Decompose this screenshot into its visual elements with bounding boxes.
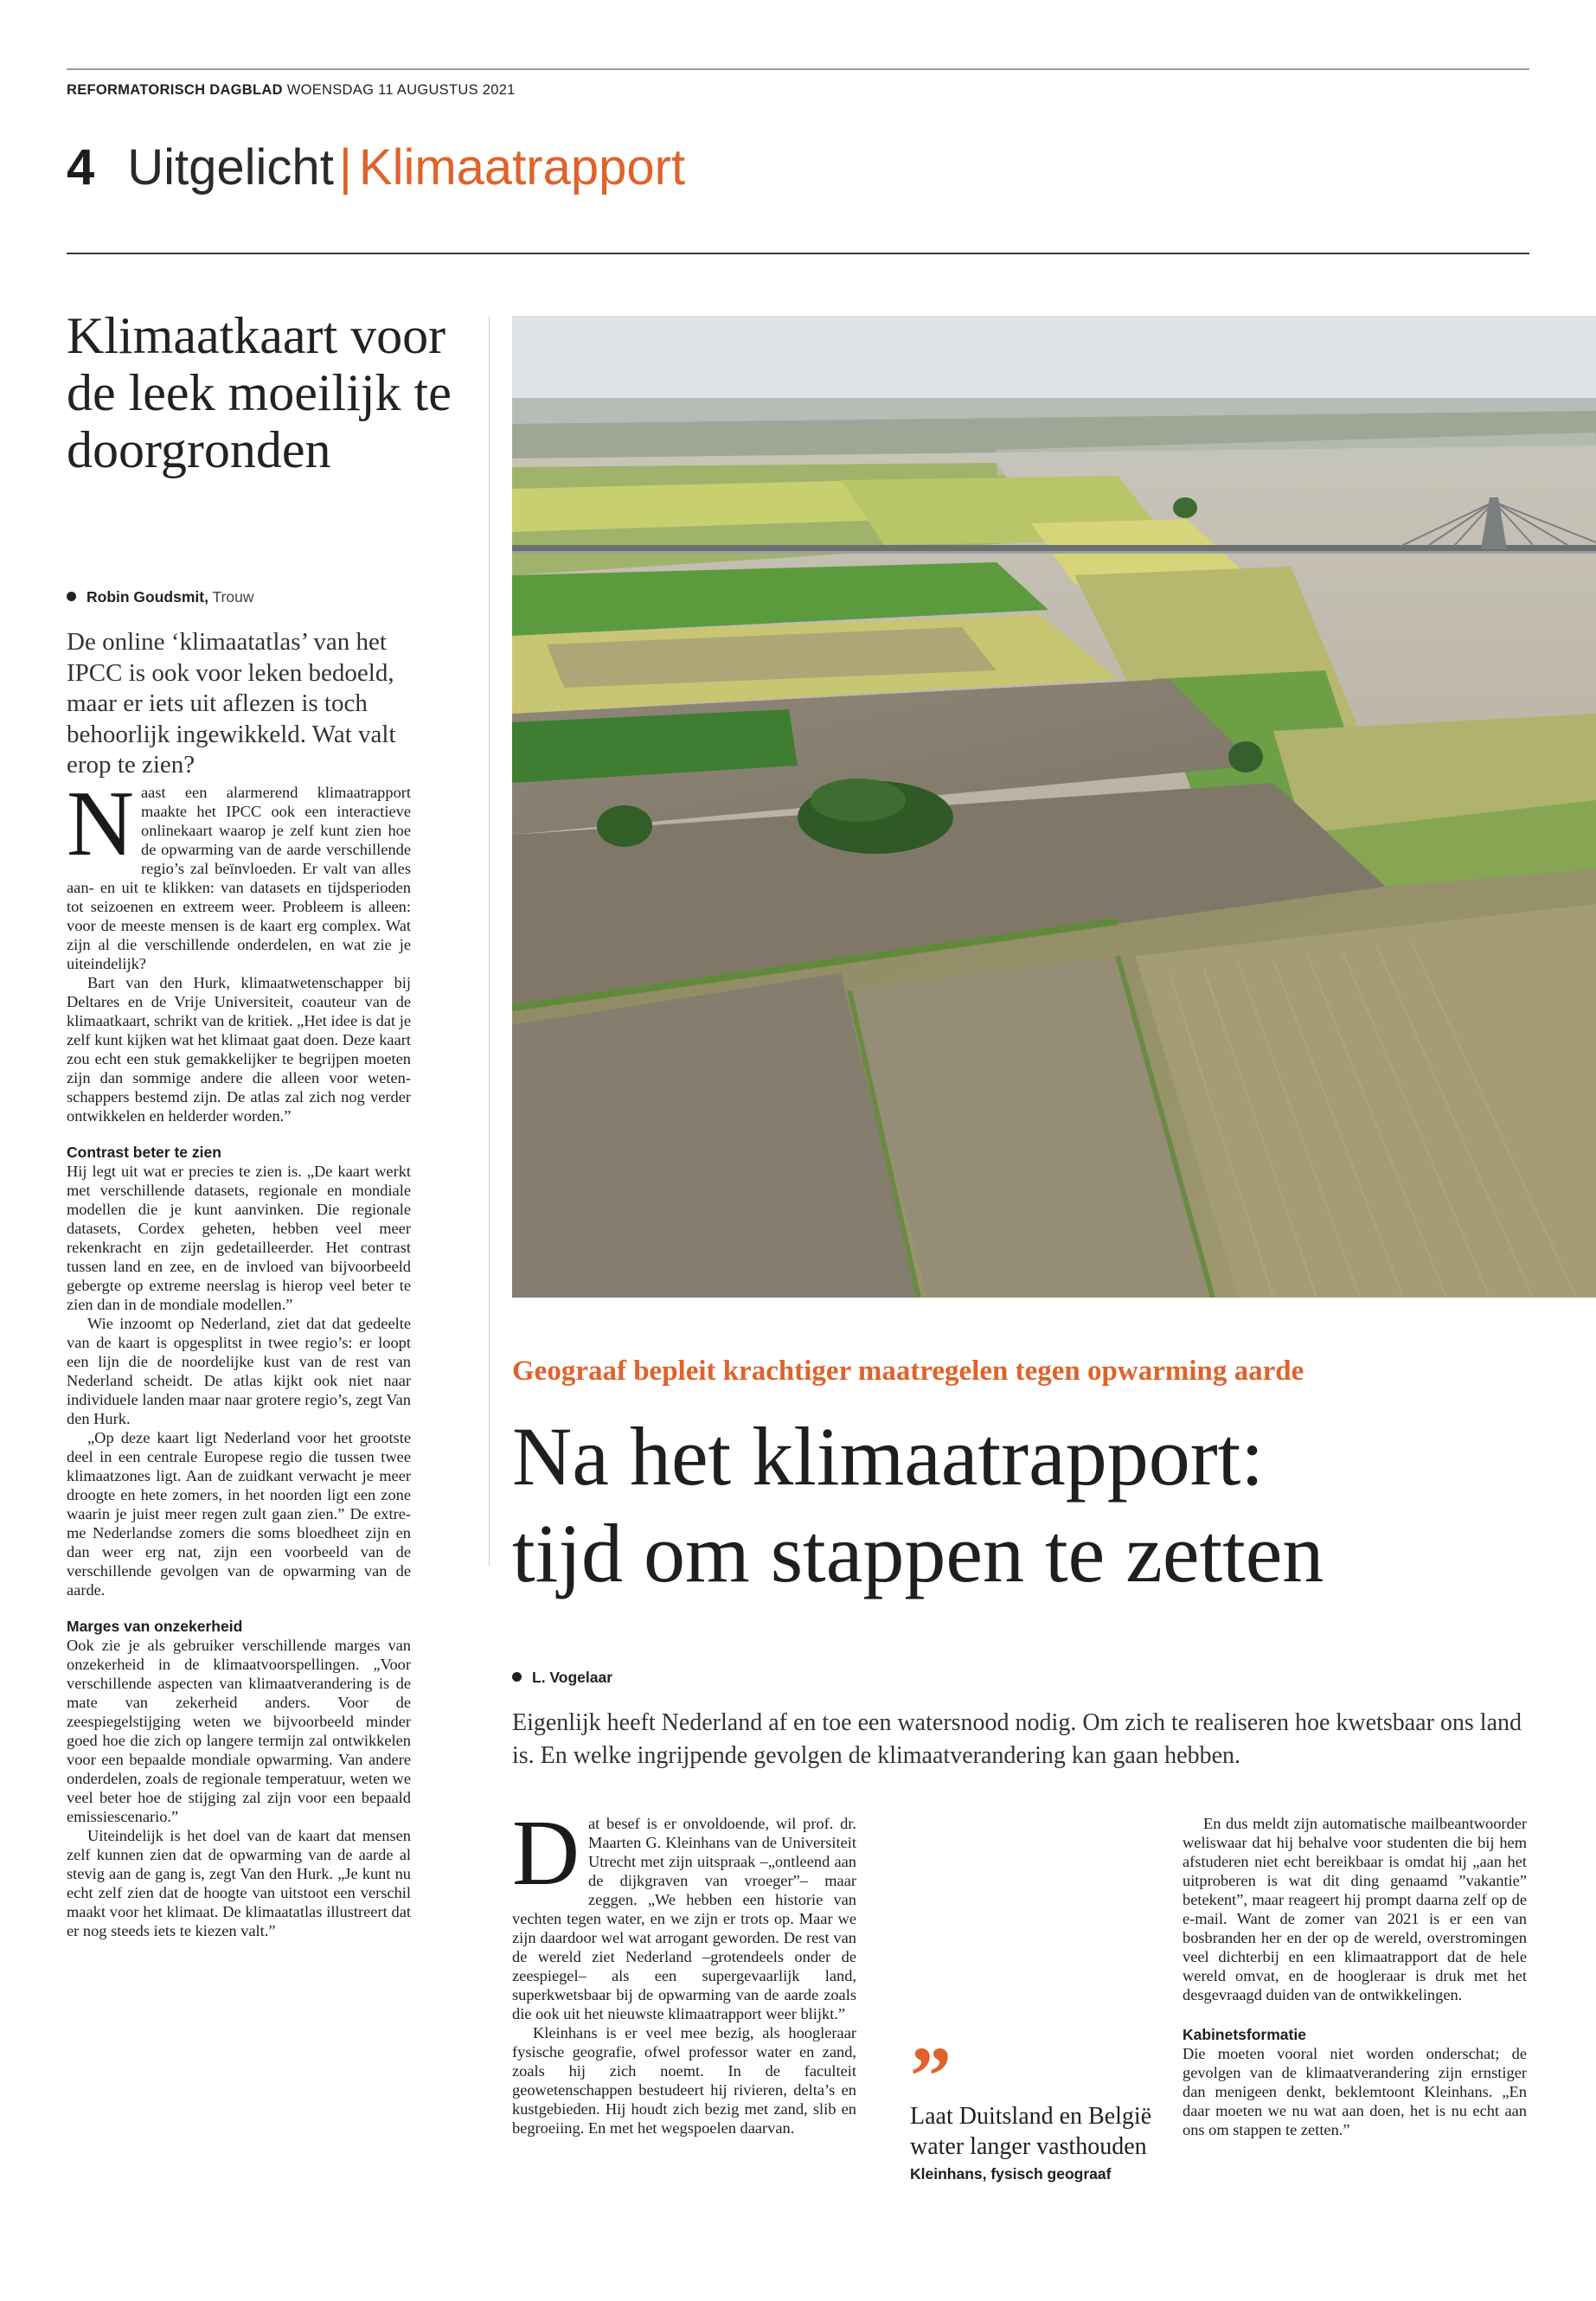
main-headline	[512, 1408, 1593, 1602]
left-subhead-marges: Marges van onzekerheid	[67, 1618, 243, 1635]
flood-photo	[512, 316, 1596, 1298]
left-paragraph-7: Uiteindelijk is het doel van de kaart dat mensen zelf kunnen zien dat de opwarming van de aarde al stevig aan de gang is, zegt Van den Hurk. „Je kunt nu echt zelf zien dat de hoogte van uitstoot een verschil maakt voor het klimaat. De klimaatatlas illustreert dat er nog steeds iets te kiezen valt.”	[67, 1827, 411, 1939]
left-paragraph-5: „Op deze kaart ligt Nederland voor het grootste deel in een centrale Europese regio die tussen twee klimaatzones ligt. Aan de zuidkant verwacht je meer droogte en hete zomers, in het noorden ligt een zone waarin je juist meer regen zult gaan zien.” De extreme Nederlandse zomers die soms bloedheet zijn en dan weer erg nat, zijn een voorbeeld van de verschillende gevolgen van de opwarming van de aarde.	[67, 1429, 411, 1599]
main-subhead-kabinetsformatie: Kabinetsformatie	[1183, 2026, 1306, 2043]
top-rule	[67, 68, 1529, 70]
pull-quote-source: Kleinhans, fysisch geograaf	[910, 2165, 1112, 2182]
left-paragraph-6: Ook zie je als gebruiker verschillende marges van onzekerheid in de klimaatvoorspellingen. „Voor verschillende aspecten van klimaatverandering is de mate van zekerheid anders. Voor de zeespiegelstijging weten we bijvoorbeeld minder goed hoe die zich op langere termijn zal ontwikkelen voor een bepaalde mondiale opwarming. Van andere onderdelen, zoals de regionale temperatuur, weten we veel beter hoe de stijging zal zijn voor een bepaald emissiescenario.”	[67, 1637, 411, 1825]
main-paragraph-3: En dus meldt zijn automatische mailbeantwoorder weliswaar dat hij behalve voor studenten die bij hem afstuderen niet echt bereikbaar is omdat hij „aan het uitproberen is wat dit ding genaamd ”vakantie” betekent”, maar reageert hij prompt daarna zelf op de e-mail. Want de zomer van 2021 is er een van bosbranden her en der op de wereld, overstromingen veel dichterbij en een klimaatrapport dat de hele wereld omvat, en de hoogleraar is druk met het desgevraagd duiden van de ontwikkelingen.	[1183, 1815, 1527, 2003]
main-author: L. Vogelaar	[532, 1669, 613, 1686]
left-paragraph-1	[67, 772, 411, 973]
left-article-byline	[67, 588, 254, 606]
left-subhead-contrast: Contrast beter te zien	[67, 1144, 221, 1161]
main-byline	[512, 1669, 612, 1687]
left-paragraph-4: Wie inzoomt op Nederland, ziet dat dat gedeelte van de kaart is opgesplitst in twee regio’s: er loopt een lijn die de noordelijke kust van de rest van Nederland scheidt. De atlas kijkt ook niet naar individuele landen maar naar grotere regio’s, zegt Van den Hurk.	[67, 1315, 411, 1427]
main-paragraph-2: Kleinhans is er veel mee bezig, als hoogleraar fysische geografie, ofwel professor water en zand, zoals hij zich noemt. In de faculteit geowetenschappen bestudeert hij rivieren, delta’s en kustgebieden. Hij houdt zich bezig met zand, slib en begroeiing. En met het wegspoelen daarvan.	[512, 2024, 856, 2137]
left-paragraph-2: Bart van den Hurk, klimaatwetenschapper bij Deltares en de Vrije Universiteit, coauteur van de klimaatkaart, schrikt van de kritiek. „Het idee is dat je zelf kunt kijken wat het klimaat gaat doen. Deze kaart zou echt een stuk gemakkelijker te begrijpen moeten zijn dan sommige andere die alleen voor wetenschappers bestemd zijn. De atlas zal zich nog verder ontwikkelen en helderder worden.”	[67, 974, 411, 1125]
page-number: 4	[67, 139, 95, 195]
main-paragraph-1-text: at besef is er onvoldoende, wil prof. dr. Maarten G. Kleinhans van de Universiteit Utrecht met zijn uitspraak –„ontleend aan de dijkgraven van vroeger”– maar zeggen. „We hebben een historie van vechten tegen water, en we zijn er trots op. Maar we zijn daardoor wel wat arrogant geworden. De rest van de wereld ziet Nederland –grotendeels onder de zeespiegel– als een supergevaarlijk land, superkwetsbaar bij de opwarming van de aarde zoals die ook uit het nieuwste klimaatrapport weer blijkt.”	[512, 1815, 856, 2022]
pull-quote-text: Laat Duitsland en België water langer vasthouden	[910, 2103, 1152, 2160]
header-separator: |	[338, 139, 352, 195]
main-column-1	[512, 1802, 856, 2138]
main-intro: Eigenlijk heeft Nederland af en toe een watersnood nodig. Om zich te realiseren hoe kwetsbaar ons land is. En welke ingrijpende gevolgen de klimaatverandering kan gaan hebben.	[512, 1709, 1522, 1769]
left-paragraph-1-text: aast een alarmerend klimaatrapport maakte het IPCC ook een interactieve onlinekaart waarop je zelf kunt zien hoe de opwarming van de aarde verschillende regio’s zal beïnvloeden. Er valt van alles aan- en uit te klikken: van datasets en tijdsperioden tot seizoenen en extreem weer. Probleem is alleen: voor de meeste mensen is de kaart erg complex. Wat zijn al die verschillende onderdelen, en wat zie je uiteindelijk?	[67, 784, 411, 972]
issue-date: WOENSDAG 11 AUGUSTUS 2021	[286, 82, 516, 98]
byline-bullet-icon	[512, 1672, 522, 1682]
topic-name: Klimaatrapport	[358, 139, 686, 195]
main-headline-line-2: tijd om stappen te zetten	[512, 1507, 1324, 1599]
byline-bullet-icon	[67, 592, 76, 601]
main-dropcap: D	[512, 1802, 580, 1905]
main-kicker: Geograaf bepleit krachtiger maatregelen tegen opwarming aarde	[512, 1356, 1304, 1387]
main-paragraph-1	[512, 1802, 856, 2023]
main-column-2	[1183, 1814, 1527, 2139]
column-divider	[489, 316, 490, 1566]
left-source: Trouw	[212, 588, 254, 606]
masthead	[67, 82, 516, 99]
header-rule	[67, 253, 1529, 254]
paper-name: REFORMATORISCH DAGBLAD	[67, 82, 283, 98]
quote-mark-icon: ”	[910, 2029, 946, 2122]
section-name: Uitgelicht	[127, 139, 334, 195]
left-paragraph-3: Hij legt uit wat er precies te zien is. „De kaart werkt met verschillende datasets, regionale en mondiale modellen die je kunt aanvinken. Die regionale datasets, Cordex geheten, hebben veel meer rekenkracht en zijn gedetailleerder. Het contrast tussen land en zee, en de invloed van bijvoorbeeld gebergte op extreme neerslag is hierop veel beter te zien dan in de mondiale modellen.”	[67, 1163, 411, 1313]
left-article-title: Klimaatkaart voor de leek moeilijk te doorgronden	[67, 307, 452, 478]
left-article-body	[67, 772, 411, 1940]
flood-photo-illustration	[512, 316, 1596, 1298]
main-headline-line-1: Na het klimaatrapport:	[512, 1410, 1265, 1503]
main-paragraph-4: Die moeten vooral niet worden onderschat; de gevolgen van de klimaatverandering zijn ernstiger dan menigeen denkt, beklemtoont Kleinhans. „En daar moeten we nu wat aan doen, het is nu echt aan ons om stappen te zetten.”	[1183, 2045, 1527, 2138]
left-dropcap: N	[67, 772, 134, 875]
left-author: Robin Goudsmit,	[87, 588, 208, 606]
page-header	[67, 139, 686, 195]
left-article-intro: De online ‘klimaatatlas’ van het IPCC is ook voor leken bedoeld, maar er iets uit aflezen is toch behoorlijk ingewikkeld. Wat valt erop te zien?	[67, 628, 396, 779]
pull-quote	[910, 2029, 1170, 2183]
